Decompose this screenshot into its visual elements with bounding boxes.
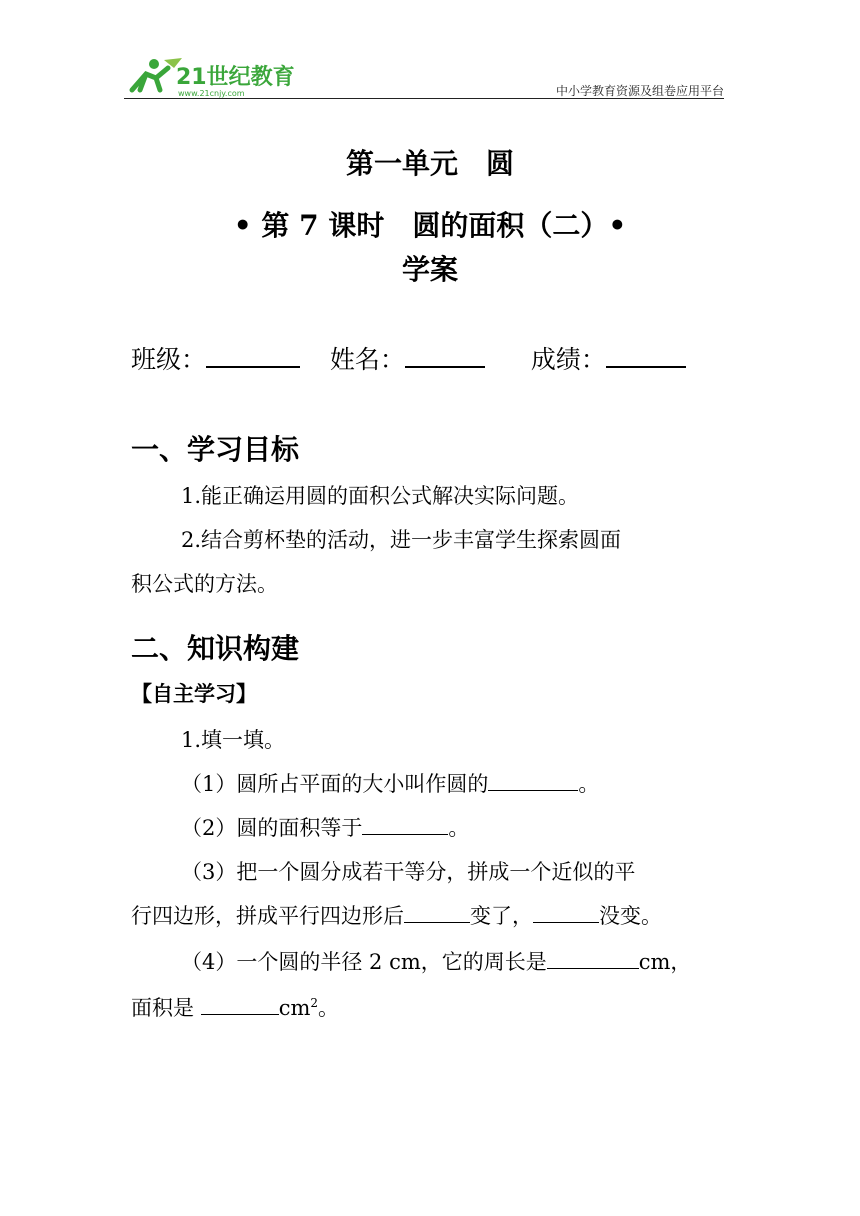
unit-title: 第一单元 圆: [345, 147, 514, 180]
question-4-line2: [131, 992, 339, 1022]
goal-item-2-cont: 积公式的方法。: [131, 572, 278, 596]
question-1-end: 。: [578, 772, 600, 796]
answer-blank-4b[interactable]: [201, 992, 279, 1015]
header-platform-text: 中小学教育资源及组卷应用平台: [555, 84, 724, 98]
score-blank[interactable]: [606, 340, 686, 368]
question-1-text: （1）圆所占平面的大小叫作圆的: [181, 772, 489, 796]
question-3-text: 行四边形，拼成平行四边形后: [131, 904, 404, 928]
question-4-text: （4）一个圆的半径 2 cm，它的周长是: [181, 950, 547, 974]
answer-blank-3a[interactable]: [404, 900, 470, 923]
question-3-line2: [131, 900, 662, 930]
question-4-area-unit: cm: [278, 996, 311, 1020]
section1-heading: 一、学习目标: [131, 433, 300, 466]
question-2: [181, 812, 469, 842]
answer-blank-1[interactable]: [488, 768, 578, 791]
page-header: [124, 54, 724, 100]
question-3-mid: 变了，: [470, 904, 533, 928]
answer-blank-4a[interactable]: [547, 946, 639, 969]
goal-item-2: 2.结合剪杯垫的活动，进一步丰富学生探索圆面: [181, 528, 622, 552]
logo-21cnjy: [124, 54, 304, 100]
question-2-end: 。: [448, 816, 470, 840]
question-2-text: （2）圆的面积等于: [181, 816, 363, 840]
question-intro: 1.填一填。: [181, 728, 286, 752]
question-4-line1: [181, 946, 691, 976]
score-label: 成绩：: [530, 345, 606, 374]
header-divider: [124, 98, 724, 99]
section2-heading: 二、知识构建: [131, 632, 300, 665]
answer-blank-3b[interactable]: [533, 900, 599, 923]
lesson-title: • 第 7 课时 圆的面积（二）•: [233, 209, 627, 242]
question-4-area-label: 面积是: [131, 996, 201, 1020]
logo-text: 21世纪教育: [176, 65, 295, 90]
question-4-unit: cm，: [638, 950, 692, 974]
question-3-end: 没变。: [599, 904, 662, 928]
question-3-line1: （3）把一个圆分成若干等分，拼成一个近似的平: [181, 860, 636, 884]
doc-type-title: 学案: [401, 253, 458, 286]
name-label: 姓名：: [329, 345, 405, 374]
student-info-row: [131, 340, 686, 376]
question-4-end: 。: [318, 996, 340, 1020]
question-1: [181, 768, 599, 798]
class-blank[interactable]: [206, 340, 300, 368]
self-study-subheading: 【自主学习】: [131, 682, 257, 706]
class-label: 班级：: [131, 345, 207, 374]
name-blank[interactable]: [405, 340, 485, 368]
answer-blank-2[interactable]: [362, 812, 448, 835]
logo-url: www.21cnjy.com: [178, 89, 245, 98]
goal-item-1: 1.能正确运用圆的面积公式解决实际问题。: [181, 484, 580, 508]
question-4-superscript: 2: [310, 996, 319, 1010]
